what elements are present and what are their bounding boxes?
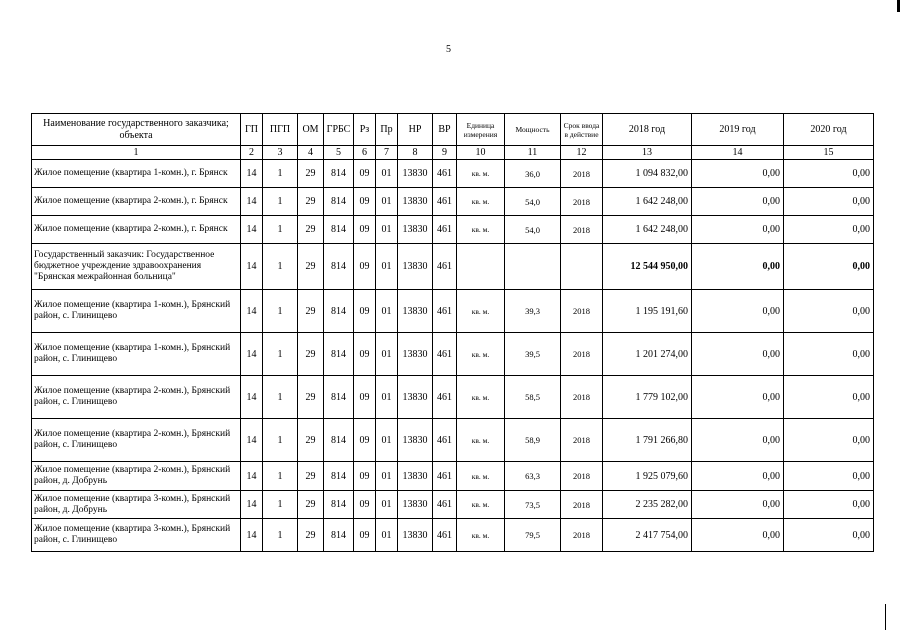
cell-amount-2019: 0,00 <box>692 491 784 519</box>
cell-gp: 14 <box>241 462 263 491</box>
cell-pr: 01 <box>376 376 398 419</box>
cell-pr: 01 <box>376 491 398 519</box>
cell-grbs: 814 <box>324 333 354 376</box>
cell-rz: 09 <box>354 216 376 244</box>
cell-unit: кв. м. <box>457 419 505 462</box>
cell-pgp: 1 <box>263 491 298 519</box>
header-grbs: ГРБС <box>324 114 354 146</box>
table-row <box>32 376 874 419</box>
cell-gp: 14 <box>241 160 263 188</box>
cell-nr: 13830 <box>398 290 433 333</box>
cell-term: 2018 <box>561 216 603 244</box>
cell-amount-2020: 0,00 <box>784 333 874 376</box>
cell-amount-2018: 1 925 079,60 <box>603 462 692 491</box>
cell-name: Жилое помещение (квартира 1-комн.), Брянский район, с. Глинищево <box>32 333 241 376</box>
cell-rz: 09 <box>354 376 376 419</box>
cell-amount-2020: 0,00 <box>784 519 874 552</box>
cell-capacity: 39,5 <box>505 333 561 376</box>
cell-amount-2018: 12 544 950,00 <box>603 244 692 290</box>
header-2018: 2018 год <box>603 114 692 146</box>
header-gp: ГП <box>241 114 263 146</box>
cell-gp: 14 <box>241 491 263 519</box>
cell-capacity: 73,5 <box>505 491 561 519</box>
cell-rz: 09 <box>354 462 376 491</box>
header-pgp: ПГП <box>263 114 298 146</box>
cell-amount-2018: 2 235 282,00 <box>603 491 692 519</box>
cell-om: 29 <box>298 462 324 491</box>
cell-nr: 13830 <box>398 188 433 216</box>
cell-nr: 13830 <box>398 244 433 290</box>
cell-nr: 13830 <box>398 491 433 519</box>
cell-nr: 13830 <box>398 462 433 491</box>
cell-vr: 461 <box>433 376 457 419</box>
table-body <box>32 160 874 552</box>
cell-amount-2020: 0,00 <box>784 188 874 216</box>
cell-term: 2018 <box>561 188 603 216</box>
header-term: Срок ввода в действие <box>561 114 603 146</box>
cell-grbs: 814 <box>324 519 354 552</box>
table-row <box>32 419 874 462</box>
cell-gp: 14 <box>241 419 263 462</box>
cell-grbs: 814 <box>324 419 354 462</box>
page-number: 5 <box>446 44 451 55</box>
cell-vr: 461 <box>433 216 457 244</box>
cell-rz: 09 <box>354 188 376 216</box>
cell-vr: 461 <box>433 160 457 188</box>
header-rz: Рз <box>354 114 376 146</box>
cell-pr: 01 <box>376 290 398 333</box>
cell-name: Жилое помещение (квартира 2-комн.), г. Брянск <box>32 188 241 216</box>
edge-mark <box>897 0 900 12</box>
cell-amount-2019: 0,00 <box>692 462 784 491</box>
cell-name: Государственный заказчик: Государственное бюджетное учреждение здравоохранения "Брянская межрайонная больница" <box>32 244 241 290</box>
cell-unit <box>457 244 505 290</box>
cell-unit: кв. м. <box>457 376 505 419</box>
cell-pgp: 1 <box>263 419 298 462</box>
column-number: 10 <box>457 146 505 160</box>
cell-pgp: 1 <box>263 333 298 376</box>
table-row <box>32 188 874 216</box>
table-row <box>32 462 874 491</box>
cell-name: Жилое помещение (квартира 3-комн.), Брянский район, д. Добрунь <box>32 491 241 519</box>
cell-term: 2018 <box>561 376 603 419</box>
cell-amount-2019: 0,00 <box>692 333 784 376</box>
cell-gp: 14 <box>241 216 263 244</box>
cell-amount-2019: 0,00 <box>692 188 784 216</box>
header-vr: ВР <box>433 114 457 146</box>
cell-amount-2018: 1 791 266,80 <box>603 419 692 462</box>
cell-capacity: 58,9 <box>505 419 561 462</box>
column-number: 9 <box>433 146 457 160</box>
header-row <box>32 114 874 146</box>
header-2019: 2019 год <box>692 114 784 146</box>
cell-pgp: 1 <box>263 244 298 290</box>
column-number: 14 <box>692 146 784 160</box>
cell-pr: 01 <box>376 462 398 491</box>
cell-nr: 13830 <box>398 419 433 462</box>
cell-om: 29 <box>298 244 324 290</box>
cell-capacity: 54,0 <box>505 188 561 216</box>
cell-name: Жилое помещение (квартира 1-комн.), Брянский район, с. Глинищево <box>32 290 241 333</box>
cell-term: 2018 <box>561 491 603 519</box>
column-number: 4 <box>298 146 324 160</box>
cell-gp: 14 <box>241 244 263 290</box>
cell-pgp: 1 <box>263 519 298 552</box>
cell-amount-2019: 0,00 <box>692 290 784 333</box>
cell-pgp: 1 <box>263 462 298 491</box>
cell-amount-2018: 1 201 274,00 <box>603 333 692 376</box>
cell-pr: 01 <box>376 244 398 290</box>
cell-om: 29 <box>298 160 324 188</box>
cell-pgp: 1 <box>263 376 298 419</box>
table-row <box>32 290 874 333</box>
cell-gp: 14 <box>241 290 263 333</box>
cell-rz: 09 <box>354 160 376 188</box>
cell-pgp: 1 <box>263 216 298 244</box>
cell-pr: 01 <box>376 419 398 462</box>
cell-om: 29 <box>298 491 324 519</box>
cell-name: Жилое помещение (квартира 2-комн.), Брянский район, д. Добрунь <box>32 462 241 491</box>
table-row <box>32 519 874 552</box>
cell-grbs: 814 <box>324 244 354 290</box>
cell-vr: 461 <box>433 491 457 519</box>
cell-amount-2018: 1 642 248,00 <box>603 216 692 244</box>
cell-grbs: 814 <box>324 462 354 491</box>
cell-term: 2018 <box>561 333 603 376</box>
cell-om: 29 <box>298 216 324 244</box>
cell-amount-2018: 1 094 832,00 <box>603 160 692 188</box>
cell-name: Жилое помещение (квартира 1-комн.), г. Брянск <box>32 160 241 188</box>
column-number: 12 <box>561 146 603 160</box>
cell-unit: кв. м. <box>457 333 505 376</box>
cell-vr: 461 <box>433 290 457 333</box>
cell-amount-2019: 0,00 <box>692 419 784 462</box>
header-2020: 2020 год <box>784 114 874 146</box>
table-row <box>32 216 874 244</box>
cell-amount-2020: 0,00 <box>784 419 874 462</box>
column-number: 3 <box>263 146 298 160</box>
cell-name: Жилое помещение (квартира 3-комн.), Брянский район, с. Глинищево <box>32 519 241 552</box>
cell-rz: 09 <box>354 519 376 552</box>
cell-pr: 01 <box>376 216 398 244</box>
cell-pgp: 1 <box>263 188 298 216</box>
cell-pgp: 1 <box>263 160 298 188</box>
cell-vr: 461 <box>433 419 457 462</box>
cell-amount-2020: 0,00 <box>784 290 874 333</box>
cell-gp: 14 <box>241 333 263 376</box>
cell-capacity: 54,0 <box>505 216 561 244</box>
cell-nr: 13830 <box>398 160 433 188</box>
table-row <box>32 333 874 376</box>
cell-om: 29 <box>298 519 324 552</box>
cell-grbs: 814 <box>324 160 354 188</box>
cell-unit: кв. м. <box>457 519 505 552</box>
cell-name: Жилое помещение (квартира 2-комн.), г. Брянск <box>32 216 241 244</box>
cell-unit: кв. м. <box>457 160 505 188</box>
cell-pr: 01 <box>376 519 398 552</box>
cell-amount-2020: 0,00 <box>784 462 874 491</box>
header-nr: НР <box>398 114 433 146</box>
column-number: 13 <box>603 146 692 160</box>
cell-amount-2020: 0,00 <box>784 160 874 188</box>
cell-rz: 09 <box>354 419 376 462</box>
cell-gp: 14 <box>241 376 263 419</box>
cell-grbs: 814 <box>324 290 354 333</box>
cell-amount-2019: 0,00 <box>692 216 784 244</box>
column-number: 6 <box>354 146 376 160</box>
budget-table <box>31 113 874 552</box>
cell-pr: 01 <box>376 188 398 216</box>
cell-capacity: 39,3 <box>505 290 561 333</box>
cell-om: 29 <box>298 188 324 216</box>
cell-amount-2018: 1 779 102,00 <box>603 376 692 419</box>
cell-term <box>561 244 603 290</box>
cell-amount-2020: 0,00 <box>784 376 874 419</box>
column-number: 8 <box>398 146 433 160</box>
header-unit: Единица измерения <box>457 114 505 146</box>
cell-amount-2020: 0,00 <box>784 216 874 244</box>
header-pr: Пр <box>376 114 398 146</box>
cell-term: 2018 <box>561 519 603 552</box>
cell-vr: 461 <box>433 333 457 376</box>
column-number-row <box>32 146 874 160</box>
cell-name: Жилое помещение (квартира 2-комн.), Брянский район, с. Глинищево <box>32 376 241 419</box>
cell-vr: 461 <box>433 519 457 552</box>
cell-rz: 09 <box>354 244 376 290</box>
cell-capacity <box>505 244 561 290</box>
cell-amount-2020: 0,00 <box>784 244 874 290</box>
cell-rz: 09 <box>354 290 376 333</box>
column-number: 5 <box>324 146 354 160</box>
cell-unit: кв. м. <box>457 188 505 216</box>
header-om: ОМ <box>298 114 324 146</box>
cell-nr: 13830 <box>398 519 433 552</box>
cell-capacity: 36,0 <box>505 160 561 188</box>
cell-amount-2018: 1 195 191,60 <box>603 290 692 333</box>
cell-gp: 14 <box>241 519 263 552</box>
cell-capacity: 79,5 <box>505 519 561 552</box>
cell-gp: 14 <box>241 188 263 216</box>
cell-amount-2019: 0,00 <box>692 244 784 290</box>
cell-vr: 461 <box>433 244 457 290</box>
cell-unit: кв. м. <box>457 491 505 519</box>
cell-om: 29 <box>298 419 324 462</box>
cell-vr: 461 <box>433 188 457 216</box>
header-name: Наименование государственного заказчика; объекта <box>32 114 241 146</box>
cell-grbs: 814 <box>324 188 354 216</box>
cell-vr: 461 <box>433 462 457 491</box>
cell-amount-2019: 0,00 <box>692 160 784 188</box>
cell-term: 2018 <box>561 290 603 333</box>
cell-pgp: 1 <box>263 290 298 333</box>
column-number: 1 <box>32 146 241 160</box>
column-number: 2 <box>241 146 263 160</box>
edge-mark <box>885 604 886 630</box>
cell-nr: 13830 <box>398 333 433 376</box>
cell-amount-2018: 1 642 248,00 <box>603 188 692 216</box>
table-row <box>32 160 874 188</box>
cell-pr: 01 <box>376 160 398 188</box>
cell-capacity: 58,5 <box>505 376 561 419</box>
table-row <box>32 491 874 519</box>
cell-om: 29 <box>298 333 324 376</box>
cell-pr: 01 <box>376 333 398 376</box>
cell-nr: 13830 <box>398 376 433 419</box>
cell-term: 2018 <box>561 160 603 188</box>
cell-amount-2019: 0,00 <box>692 376 784 419</box>
cell-om: 29 <box>298 376 324 419</box>
cell-amount-2018: 2 417 754,00 <box>603 519 692 552</box>
cell-grbs: 814 <box>324 491 354 519</box>
cell-om: 29 <box>298 290 324 333</box>
cell-capacity: 63,3 <box>505 462 561 491</box>
cell-unit: кв. м. <box>457 290 505 333</box>
cell-unit: кв. м. <box>457 216 505 244</box>
cell-name: Жилое помещение (квартира 2-комн.), Брянский район, с. Глинищево <box>32 419 241 462</box>
cell-unit: кв. м. <box>457 462 505 491</box>
cell-amount-2019: 0,00 <box>692 519 784 552</box>
cell-amount-2020: 0,00 <box>784 491 874 519</box>
column-number: 11 <box>505 146 561 160</box>
header-capacity: Мощность <box>505 114 561 146</box>
cell-nr: 13830 <box>398 216 433 244</box>
column-number: 7 <box>376 146 398 160</box>
cell-rz: 09 <box>354 333 376 376</box>
cell-grbs: 814 <box>324 376 354 419</box>
customer-row <box>32 244 874 290</box>
column-number: 15 <box>784 146 874 160</box>
cell-term: 2018 <box>561 419 603 462</box>
cell-rz: 09 <box>354 491 376 519</box>
cell-term: 2018 <box>561 462 603 491</box>
cell-grbs: 814 <box>324 216 354 244</box>
